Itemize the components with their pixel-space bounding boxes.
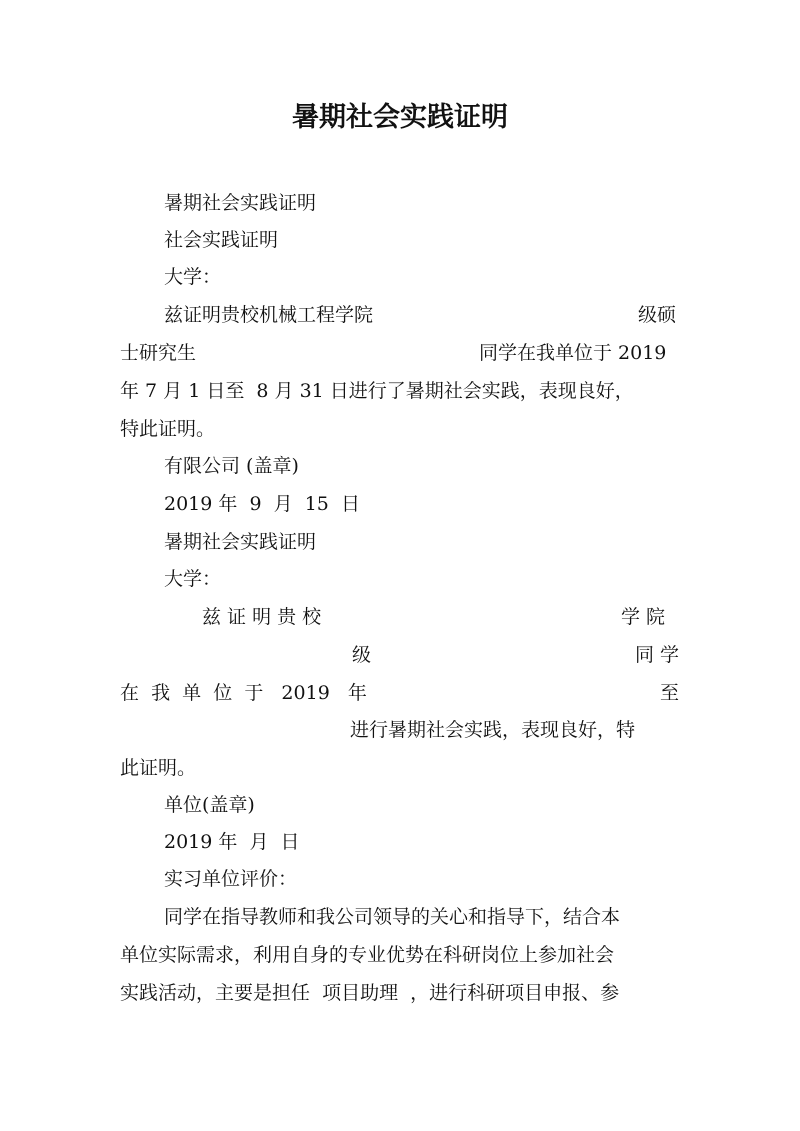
doc-line: 单位(盖章) [164,794,255,816]
doc-line: 大学： [164,568,222,590]
doc-line: 单位实际需求，利用自身的专业优势在科研岗位上参加社会 [120,944,615,966]
doc-line: 在 我 单 位 于 2019 年 [120,682,367,704]
page-title: 暑期社会实践证明 [292,102,508,133]
doc-line: 社会实践证明 [164,229,279,251]
doc-line: 2019 年 9 月 15 日 [164,493,360,515]
doc-line: 级硕 [638,304,677,326]
doc-line: 此证明。 [120,757,197,779]
doc-line: 同学在我单位于 2019 [479,342,667,364]
doc-line: 同学在指导教师和我公司领导的关心和指导下，结合本 [164,906,621,928]
doc-line: 暑期社会实践证明 [164,531,317,553]
doc-line: 至 [660,682,680,704]
doc-line: 实践活动，主要是担任 项目助理 ，进行科研项目申报、参 [120,982,620,1004]
doc-line: 特此证明。 [120,418,216,440]
doc-line: 有限公司 (盖章) [164,455,299,477]
doc-line: 级 [352,644,372,666]
doc-line: 进行暑期社会实践，表现良好，特 [350,719,636,741]
doc-line: 士研究生 [120,342,197,364]
doc-line: 同 学 [635,644,680,666]
doc-line: 暑期社会实践证明 [164,192,317,214]
doc-line: 兹 证 明 贵 校 [202,606,322,628]
doc-line: 大学： [164,266,222,288]
doc-line: 实习单位评价： [164,868,298,890]
doc-line: 年 7 月 1 日至 8 月 31 日进行了暑期社会实践，表现良好， [120,380,634,402]
doc-line: 2019 年 月 日 [164,831,300,853]
doc-line: 学 院 [621,606,666,628]
doc-line: 兹证明贵校机械工程学院 [164,304,374,326]
